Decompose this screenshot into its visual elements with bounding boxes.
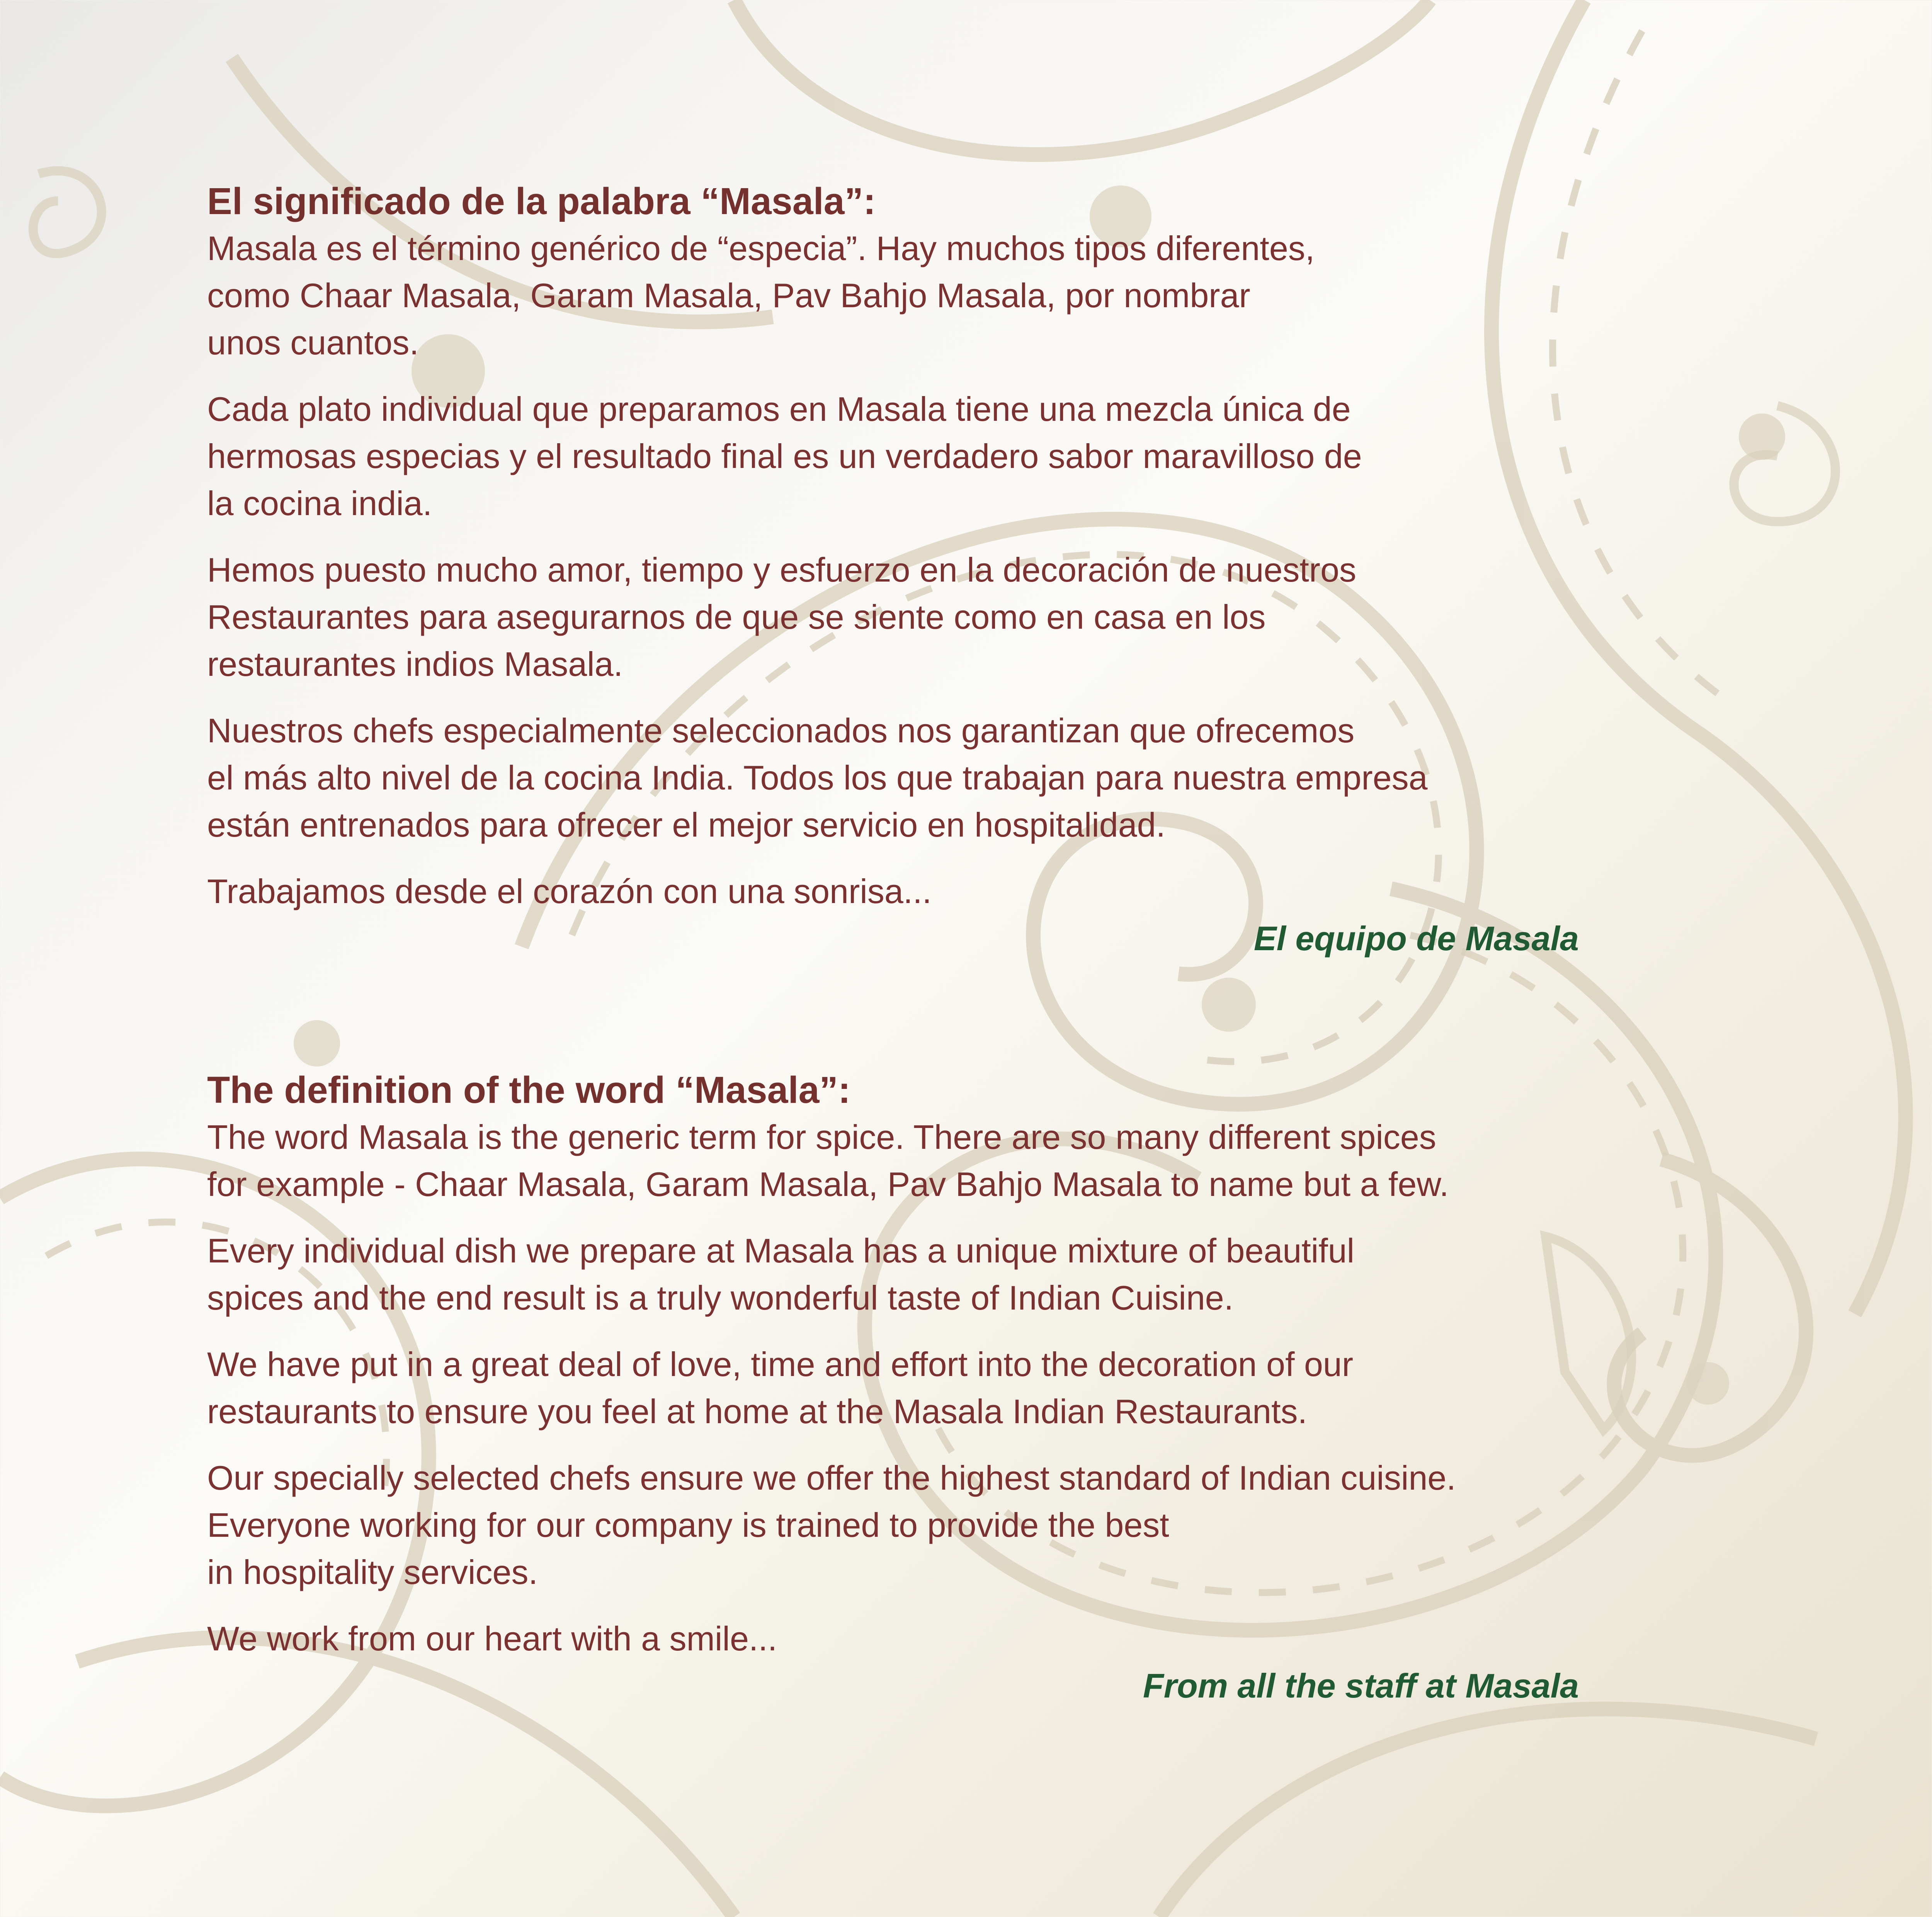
spanish-paragraph: Cada plato individual que preparamos en Masala tiene una mezcla única de hermosas especias y el resultado final es un verdadero sabor maravilloso de la cocina india. [207, 390, 1362, 522]
english-paragraph: We have put in a great deal of love, time and effort into the decoration of our restaurants to ensure you feel at home at the Masala Indian Restaurants. [207, 1345, 1354, 1431]
spanish-paragraph: Masala es el término genérico de “especia”. Hay muchos tipos diferentes, como Chaar Masala, Garam Masala, Pav Bahjo Masala, por nombrar unos cuantos. [207, 229, 1315, 362]
english-paragraph: Every individual dish we prepare at Masala has a unique mixture of beautiful spices and the end result is a truly wonderful taste of Indian Cuisine. [207, 1232, 1355, 1317]
english-paragraph: Our specially selected chefs ensure we offer the highest standard of Indian cuisine. Everyone working for our company is trained to provide the best in hospitality services. [207, 1459, 1456, 1591]
english-section [207, 1067, 1583, 1709]
spanish-heading: El significado de la palabra “Masala”: [207, 180, 876, 222]
spanish-signature: El equipo de Masala [1253, 919, 1579, 958]
english-heading: The definition of the word “Masala”: [207, 1069, 851, 1111]
english-signature: From all the staff at Masala [1143, 1667, 1579, 1705]
spanish-closing-line: Trabajamos desde el corazón con una sonrisa... [207, 872, 932, 910]
spanish-paragraph: Hemos puesto mucho amor, tiempo y esfuerzo en la decoración de nuestros Restaurantes para asegurarnos de que se siente como en casa en los restaurantes indios Masala. [207, 551, 1357, 683]
english-closing-line: We work from our heart with a smile... [207, 1619, 777, 1658]
spanish-paragraph: Nuestros chefs especialmente seleccionados nos garantizan que ofrecemos el más alto nivel de la cocina India. Todos los que trabajan para nuestra empresa están entrenados para ofrecer el mejor servicio en hospitalidad. [207, 711, 1428, 844]
english-paragraph: The word Masala is the generic term for spice. There are so many different spices for example - Chaar Masala, Garam Masala, Pav Bahjo Masala to name but a few. [207, 1118, 1449, 1203]
spanish-section [207, 178, 1583, 962]
